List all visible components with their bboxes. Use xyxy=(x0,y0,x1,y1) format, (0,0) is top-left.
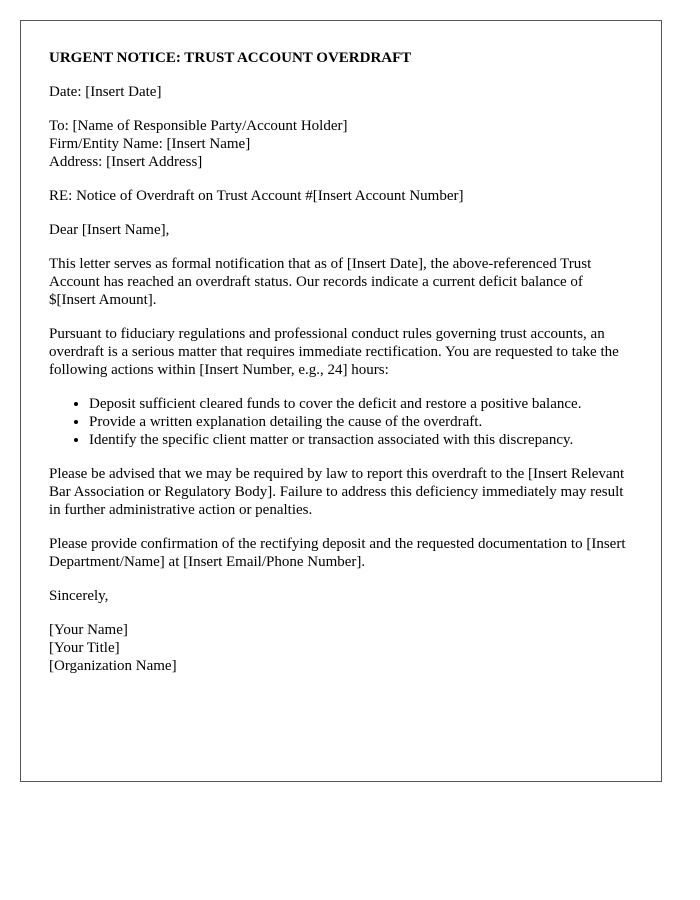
signature-title: [Your Title] xyxy=(49,640,120,656)
re-line: RE: Notice of Overdraft on Trust Account #[Insert Account Number] xyxy=(49,188,464,204)
recipient-address: Address: [Insert Address] xyxy=(49,154,203,170)
action-list xyxy=(49,395,633,449)
paragraph-requirements: Pursuant to fiduciary regulations and professional conduct rules governing trust accounts, an overdraft is a serious matter that requires immediate rectification. You are requested to take the following actions within [Insert Number, e.g., 24] hours: xyxy=(49,326,619,378)
action-item: • Identify the specific client matter or transaction associated with this discrepancy. xyxy=(89,431,633,449)
salutation: Dear [Insert Name], xyxy=(49,222,170,238)
paragraph-confirmation: Please provide confirmation of the rectifying deposit and the requested documentation to [Insert Department/Name] at [Insert Email/Phone Number]. xyxy=(49,536,626,570)
paragraph-notification: This letter serves as formal notification that as of [Insert Date], the above-referenced Trust Account has reached an overdraft status. Our records indicate a current deficit balance of $[Insert Amount]. xyxy=(49,256,592,308)
letter-title: URGENT NOTICE: TRUST ACCOUNT OVERDRAFT xyxy=(49,50,412,66)
signature-block xyxy=(49,621,633,675)
signature-organization: [Organization Name] xyxy=(49,658,177,674)
action-item: • Provide a written explanation detailing the cause of the overdraft. xyxy=(89,413,633,431)
recipient-firm: Firm/Entity Name: [Insert Name] xyxy=(49,136,251,152)
date-line: Date: [Insert Date] xyxy=(49,84,162,100)
signature-name: [Your Name] xyxy=(49,622,128,638)
letter-document xyxy=(20,20,662,782)
closing: Sincerely, xyxy=(49,588,109,604)
paragraph-reporting: Please be advised that we may be required by law to report this overdraft to the [Insert Relevant Bar Association or Regulatory Body]. Failure to address this deficiency immediately may result in further administrative action or penalties. xyxy=(49,466,625,518)
action-item: • Deposit sufficient cleared funds to cover the deficit and restore a positive balance. xyxy=(89,395,633,413)
recipient-block xyxy=(49,117,633,171)
recipient-to: To: [Name of Responsible Party/Account Holder] xyxy=(49,118,348,134)
